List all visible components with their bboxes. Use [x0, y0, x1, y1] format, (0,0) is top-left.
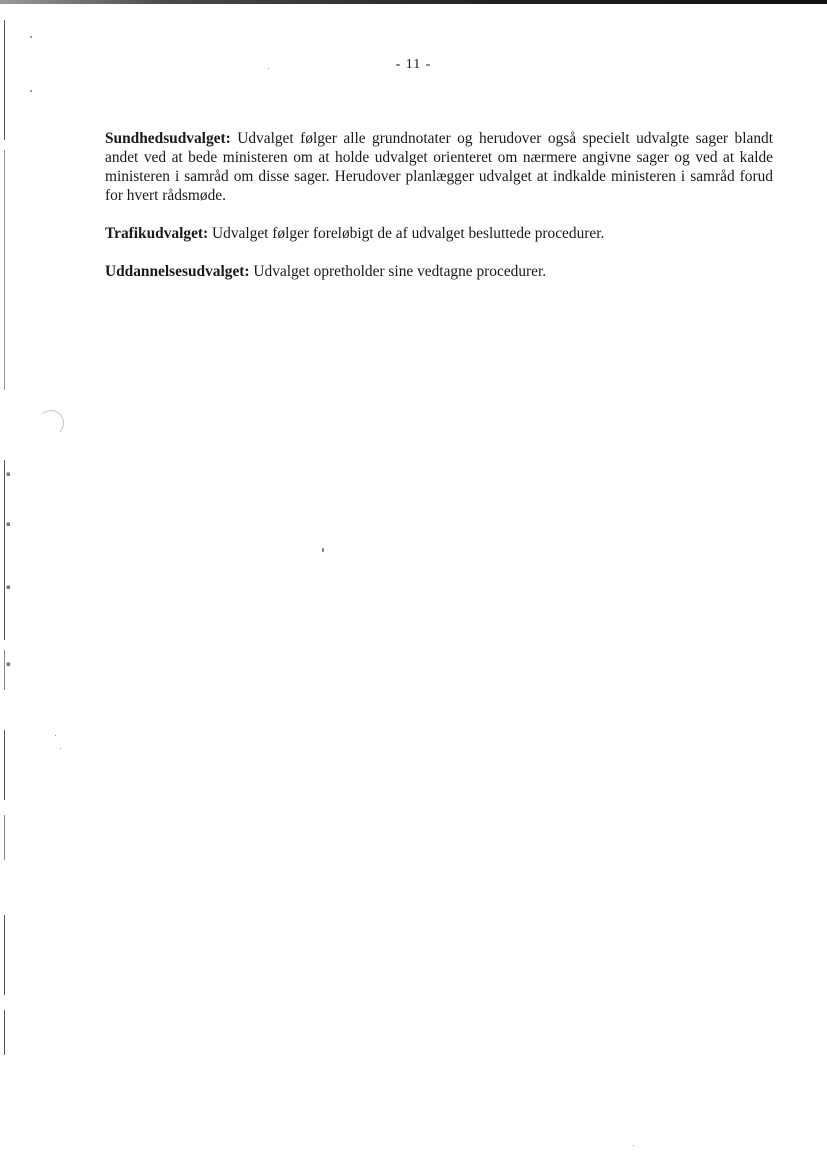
- scan-left-edge: [4, 650, 5, 690]
- scan-left-edge: [4, 150, 5, 390]
- scan-speck: [55, 735, 56, 736]
- entry-paragraph: [105, 129, 773, 205]
- scan-left-edge: [4, 460, 5, 640]
- scan-speck: [322, 548, 324, 552]
- scan-speck: [60, 748, 61, 749]
- scan-left-edge: [4, 20, 5, 140]
- entry-term: Uddannelsesudvalget:: [105, 263, 250, 280]
- entry-text: Udvalget følger alle grundnotater og herudover også specielt udvalgte sager blandt andet ved at bede ministeren om at holde udvalget orienteret om nærmere angivne sager og ved at kalde ministeren i samråd om disse sager. Herudover planlægger udvalget at indkalde ministeren i samråd forud for hvert rådsmøde.: [105, 130, 773, 204]
- scan-edge-mark: ▪: [6, 520, 11, 528]
- entry-text: Udvalget følger foreløbigt de af udvalget besluttede procedurer.: [208, 225, 605, 242]
- entry-text: Udvalget opretholder sine vedtagne procedurer.: [249, 263, 547, 280]
- scan-edge-mark: ▪: [6, 470, 11, 478]
- scan-left-edge: [4, 815, 5, 860]
- scan-blot: [38, 410, 64, 436]
- scan-edge-mark: ▪: [6, 660, 11, 668]
- scan-speck: [30, 90, 32, 92]
- scan-speck: [633, 1145, 634, 1146]
- scan-top-edge: [0, 0, 827, 4]
- scan-speck: [30, 36, 32, 38]
- scan-left-edge: [4, 730, 5, 800]
- entry-term: Sundhedsudvalget:: [105, 130, 231, 147]
- scan-left-edge: [4, 1010, 5, 1055]
- scan-left-edge: [4, 915, 5, 995]
- page-number: - 11 -: [395, 57, 432, 72]
- entry-paragraph: [105, 224, 773, 243]
- entry-term: Trafikudvalget:: [105, 225, 209, 242]
- document-body: [105, 129, 773, 300]
- entry-paragraph: [105, 262, 773, 281]
- scan-edge-mark: ▪: [6, 583, 11, 591]
